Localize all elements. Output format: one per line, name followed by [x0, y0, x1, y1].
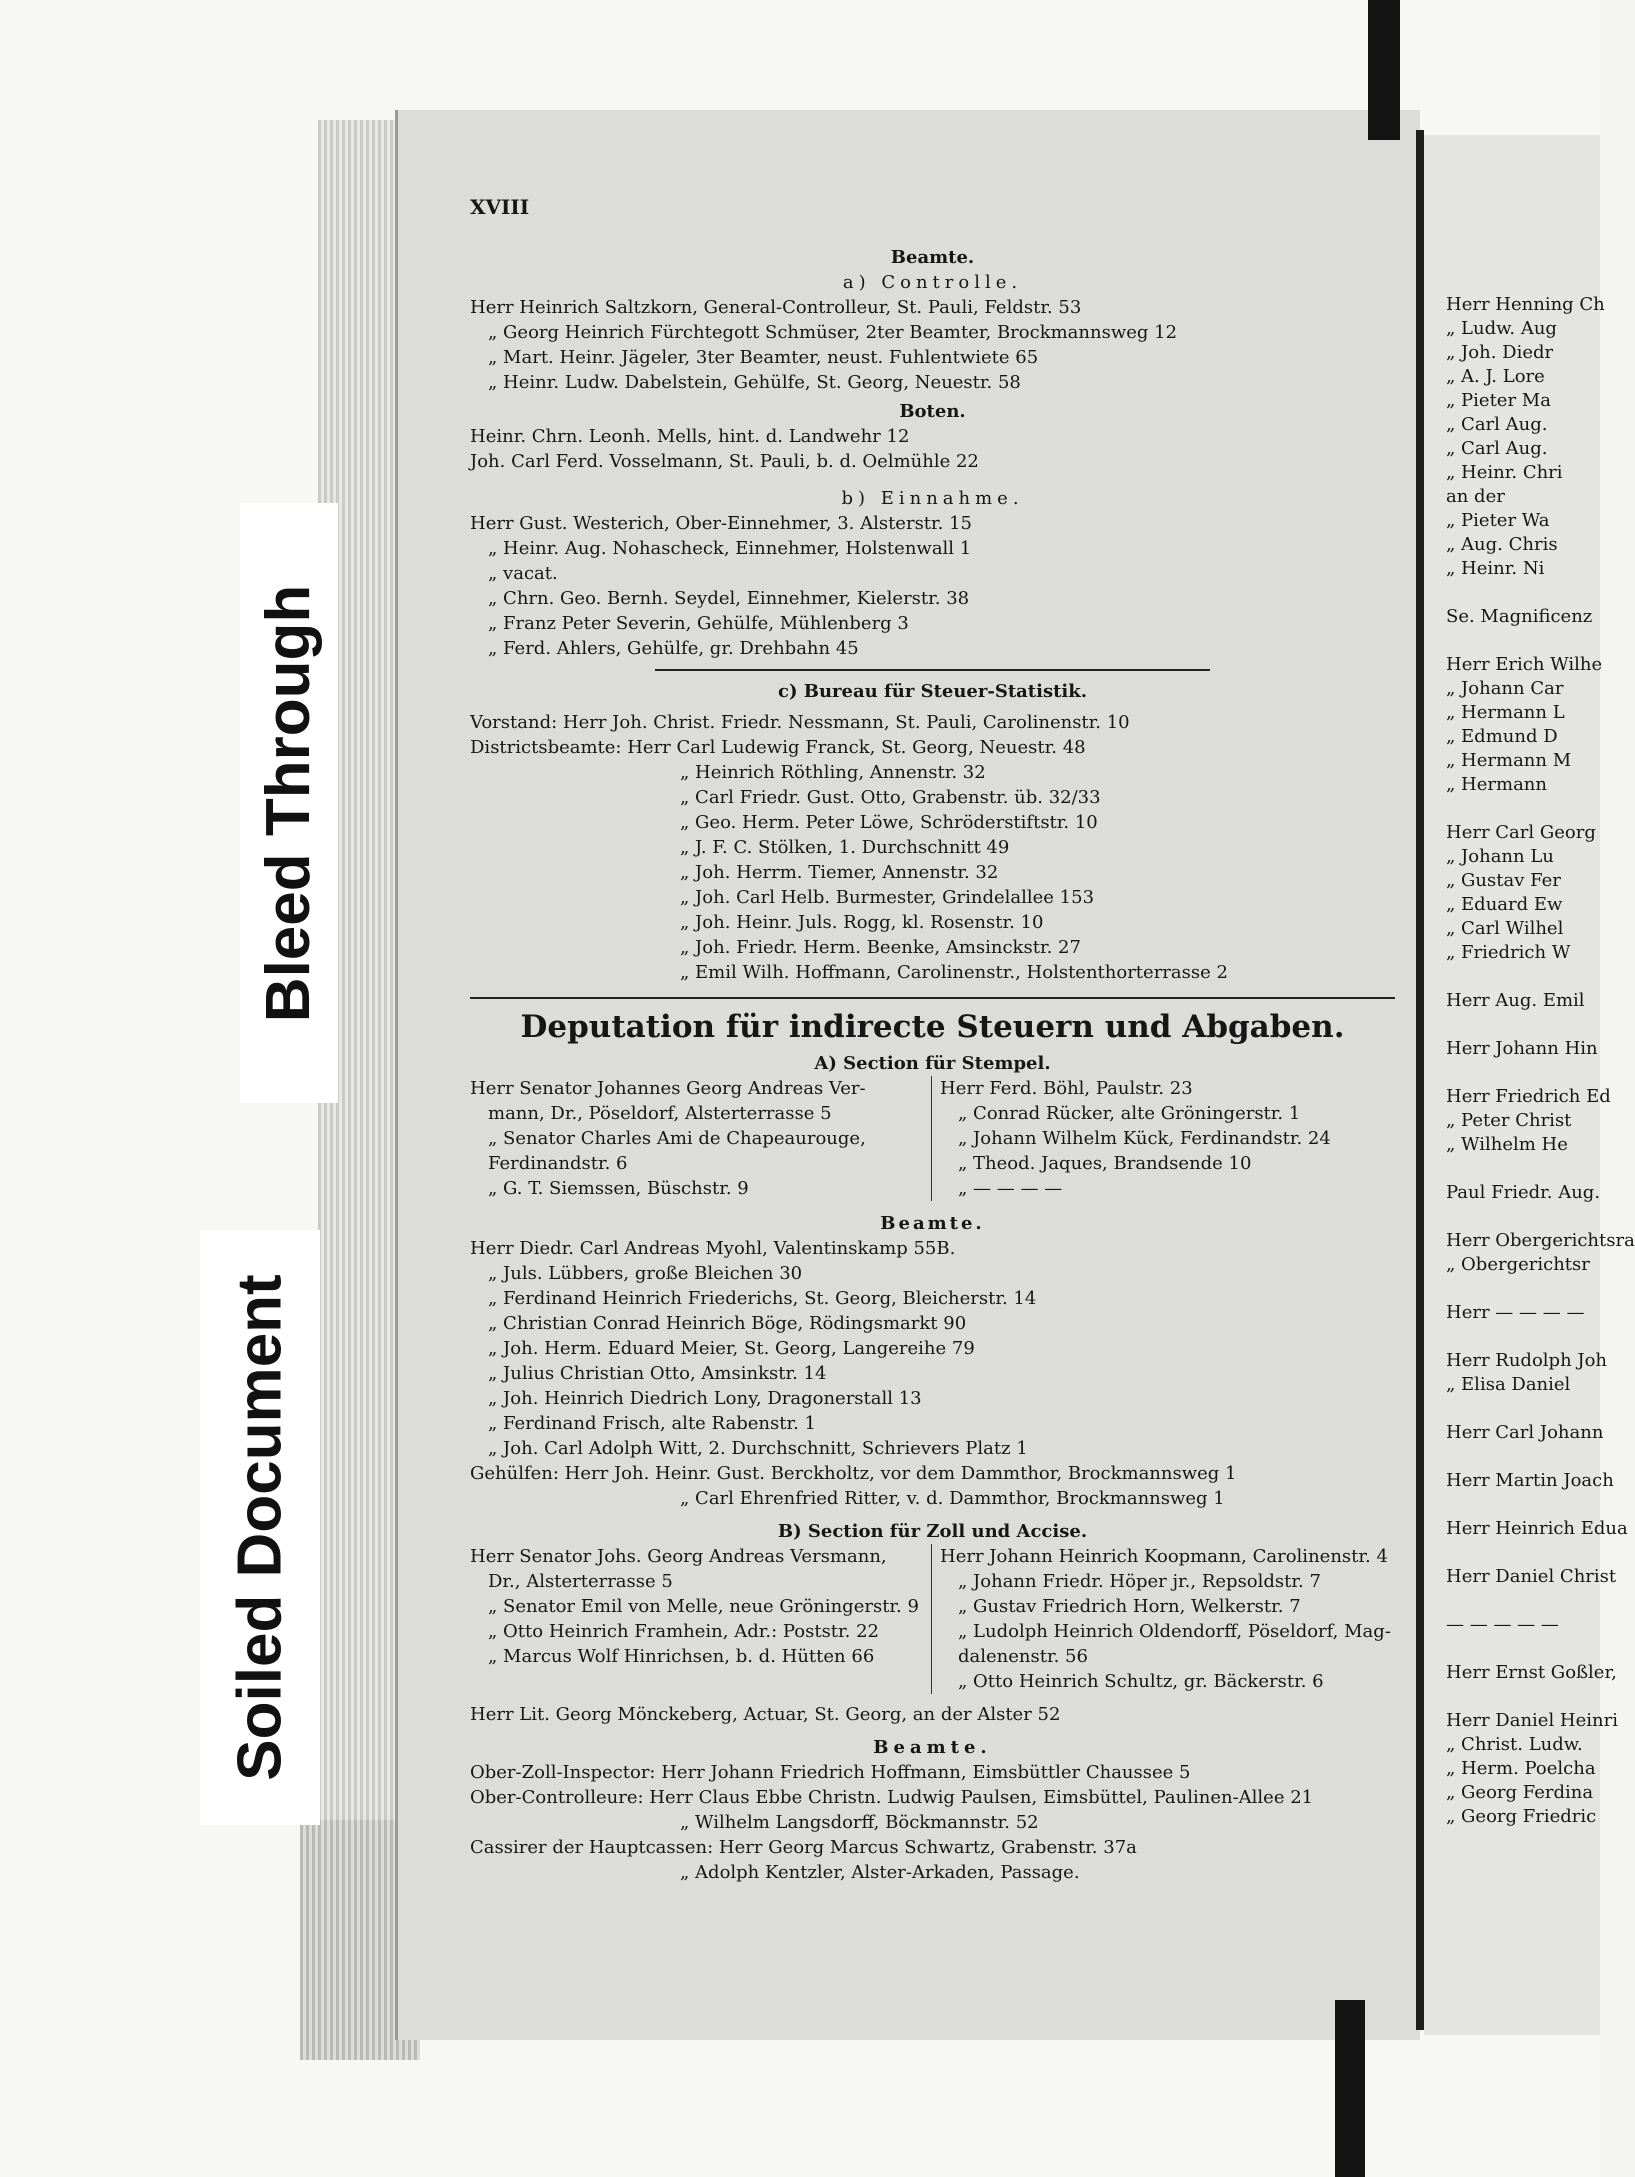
facing-page-line: „ Herm. Poelcha — [1446, 1758, 1596, 1779]
facing-page-line: Herr Carl Georg — [1446, 822, 1596, 843]
facing-page-line: „ Hermann L — [1446, 702, 1565, 723]
facing-page-line: „ Elisa Daniel — [1446, 1374, 1571, 1395]
facing-page-line: Herr Obergerichtsra — [1446, 1230, 1635, 1251]
list-item: „ Christian Conrad Heinrich Böge, Rödingsmarkt 90 — [488, 1313, 967, 1334]
list-item: „ Heinrich Röthling, Annenstr. 32 — [680, 762, 986, 783]
list-item: „ J. F. C. Stölken, 1. Durchschnitt 49 — [680, 837, 1010, 858]
list-item: „ Senator Charles Ami de Chapeaurouge, — [488, 1128, 866, 1149]
stempel-right-column — [932, 1076, 1395, 1201]
facing-page-line: „ Carl Aug. — [1446, 414, 1548, 435]
facing-page-line: „ Heinr. Chri — [1446, 462, 1563, 483]
zoll-members — [470, 1544, 1395, 1694]
facing-page-line — [1424, 1013, 1600, 1037]
facing-page-line: „ Pieter Wa — [1446, 510, 1550, 531]
facing-page-line — [1424, 1589, 1600, 1613]
facing-page-line: Herr Johann Hin — [1446, 1038, 1598, 1059]
list-item: Vorstand: Herr Joh. Christ. Friedr. Nessmann, St. Pauli, Carolinenstr. 10 — [470, 712, 1130, 733]
subsection-heading: B) Section für Zoll und Accise. — [777, 1521, 1088, 1542]
facing-page-line: Herr Rudolph Joh — [1446, 1350, 1608, 1371]
subsection-heading: a) Controlle. — [842, 272, 1023, 293]
facing-page-line — [1424, 1061, 1600, 1085]
list-item: „ Chrn. Geo. Bernh. Seydel, Einnehmer, Kielerstr. 38 — [488, 588, 970, 609]
list-item: „ Otto Heinrich Framhein, Adr.: Poststr. 22 — [488, 1621, 880, 1642]
controlle-list — [470, 295, 1395, 395]
deputation-title: Deputation für indirecte Steuern und Abgaben. — [520, 1009, 1345, 1045]
facing-page-line: „ Wilhelm He — [1446, 1134, 1568, 1155]
facing-page-line: „ Georg Ferdina — [1446, 1782, 1594, 1803]
list-item: „ Wilhelm Langsdorff, Böckmannstr. 52 — [680, 1812, 1039, 1833]
facing-page-line — [1424, 581, 1600, 605]
list-item: „ Heinr. Ludw. Dabelstein, Gehülfe, St. Georg, Neuestr. 58 — [488, 372, 1021, 393]
list-item: „ Conrad Rücker, alte Gröningerstr. 1 — [958, 1103, 1301, 1124]
list-item: „ Franz Peter Severin, Gehülfe, Mühlenberg 3 — [488, 613, 909, 634]
list-item: „ Georg Heinrich Fürchtegott Schmüser, 2ter Beamter, Brockmannsweg 12 — [488, 322, 1178, 343]
facing-page-line: „ Carl Wilhel — [1446, 918, 1564, 939]
facing-page-line: „ Johann Car — [1446, 678, 1564, 699]
stempel-beamte-list — [470, 1236, 1395, 1461]
facing-page-line: „ Joh. Diedr — [1446, 342, 1554, 363]
divider — [470, 997, 1395, 999]
section-heading: Beamte. — [873, 1737, 992, 1758]
list-item: Ober-Controlleure: Herr Claus Ebbe Christn. Ludwig Paulsen, Eimsbüttel, Paulinen-Allee 21 — [470, 1787, 1314, 1808]
list-item: Herr Lit. Georg Mönckeberg, Actuar, St. Georg, an der Alster 52 — [470, 1704, 1061, 1725]
facing-page-line: „ A. J. Lore — [1446, 366, 1545, 387]
list-item: „ Johann Wilhelm Kück, Ferdinandstr. 24 — [958, 1128, 1331, 1149]
list-item: Herr Diedr. Carl Andreas Myohl, Valentinskamp 55B. — [470, 1238, 956, 1259]
list-item: „ Carl Ehrenfried Ritter, v. d. Dammthor, Brockmannsweg 1 — [680, 1488, 1225, 1509]
list-item: „ Otto Heinrich Schultz, gr. Bäckerstr. 6 — [958, 1671, 1324, 1692]
facing-page-line: „ Hermann — [1446, 774, 1547, 795]
list-item: dalenenstr. 56 — [958, 1646, 1088, 1667]
facing-page-line: „ Edmund D — [1446, 726, 1558, 747]
list-item: „ Joh. Friedr. Herm. Beenke, Amsinckstr. 27 — [680, 937, 1081, 958]
facing-page-line: Herr Ernst Goßler, — [1446, 1662, 1617, 1683]
list-item: „ Adolph Kentzler, Alster-Arkaden, Passage. — [680, 1862, 1080, 1883]
list-item: Herr Senator Johs. Georg Andreas Versmann, — [470, 1546, 887, 1567]
facing-page-line: „ Christ. Ludw. — [1446, 1734, 1583, 1755]
list-item: Herr Heinrich Saltzkorn, General-Controlleur, St. Pauli, Feldstr. 53 — [470, 297, 1082, 318]
list-item: Herr Senator Johannes Georg Andreas Ver- — [470, 1078, 866, 1099]
list-item: Dr., Alsterterrasse 5 — [488, 1571, 673, 1592]
facing-page-line — [1424, 629, 1600, 653]
list-item: mann, Dr., Pöseldorf, Alsterterrasse 5 — [488, 1103, 832, 1124]
list-item: „ Geo. Herm. Peter Löwe, Schröderstiftstr. 10 — [680, 812, 1098, 833]
facing-page-line — [1424, 797, 1600, 821]
list-item: „ Gustav Friedrich Horn, Welkerstr. 7 — [958, 1596, 1301, 1617]
facing-page-line: Se. Magnificenz — [1446, 606, 1593, 627]
section-heading: Beamte. — [890, 247, 975, 268]
facing-page-line: „ Carl Aug. — [1446, 438, 1548, 459]
facing-page-line: „ Hermann M — [1446, 750, 1572, 771]
facing-page-line: Paul Friedr. Aug. — [1446, 1182, 1601, 1203]
subsection-heading: c) Bureau für Steuer-Statistik. — [778, 681, 1087, 702]
facing-page-line — [1424, 1541, 1600, 1565]
list-item: Cassirer der Hauptcassen: Herr Georg Marcus Schwartz, Grabenstr. 37a — [470, 1837, 1137, 1858]
list-item: Heinr. Chrn. Leonh. Mells, hint. d. Landwehr 12 — [470, 426, 910, 447]
list-item: Districtsbeamte: Herr Carl Ludewig Franck, St. Georg, Neuestr. 48 — [470, 737, 1086, 758]
list-item: Herr Gust. Westerich, Ober-Einnehmer, 3. Alsterstr. 15 — [470, 513, 973, 534]
list-item: „ Heinr. Aug. Nohascheck, Einnehmer, Holstenwall 1 — [488, 538, 972, 559]
book-spine — [1416, 130, 1424, 2030]
list-item: „ vacat. — [488, 563, 558, 584]
list-item: „ Emil Wilh. Hoffmann, Carolinenstr., Holstenthorterrasse 2 — [680, 962, 1228, 983]
bleed-through-label — [240, 503, 338, 1103]
list-item: Ferdinandstr. 6 — [488, 1153, 628, 1174]
list-item: „ Johann Friedr. Höper jr., Repsoldstr. 7 — [958, 1571, 1321, 1592]
page-number: XVIII — [470, 195, 530, 219]
subsection-heading: A) Section für Stempel. — [814, 1053, 1051, 1074]
facing-page-line: an der — [1446, 486, 1505, 507]
list-item: „ Ferd. Ahlers, Gehülfe, gr. Drehbahn 45 — [488, 638, 859, 659]
facing-page-line: Herr Friedrich Ed — [1446, 1086, 1611, 1107]
facing-page-line: „ Friedrich W — [1446, 942, 1571, 963]
list-item: „ Carl Friedr. Gust. Otto, Grabenstr. üb. 32/33 — [680, 787, 1101, 808]
list-item: Ober-Zoll-Inspector: Herr Johann Friedrich Hoffmann, Eimsbüttler Chaussee 5 — [470, 1762, 1191, 1783]
list-item: „ Juls. Lübbers, große Bleichen 30 — [488, 1263, 803, 1284]
section-heading: Beamte. — [880, 1213, 985, 1234]
facing-page-line: „ Johann Lu — [1446, 846, 1554, 867]
facing-page-line: „ Aug. Chris — [1446, 534, 1558, 555]
facing-page-line: „ Peter Christ — [1446, 1110, 1572, 1131]
boten-list — [470, 424, 1395, 474]
gehuelfen-list — [470, 1461, 1395, 1511]
list-item: „ Mart. Heinr. Jägeler, 3ter Beamter, neust. Fuhlentwiete 65 — [488, 347, 1039, 368]
list-item: „ Joh. Carl Helb. Burmester, Grindelallee 153 — [680, 887, 1095, 908]
bureau-list — [470, 760, 1395, 985]
list-item: Joh. Carl Ferd. Vosselmann, St. Pauli, b. d. Oelmühle 22 — [470, 451, 979, 472]
facing-page-line — [1424, 965, 1600, 989]
page-content — [470, 195, 1395, 1885]
facing-page — [1424, 135, 1635, 2035]
zoll-right-column — [932, 1544, 1395, 1694]
facing-page-line: „ Pieter Ma — [1446, 390, 1551, 411]
divider — [655, 669, 1210, 671]
list-item: „ G. T. Siemssen, Büschstr. 9 — [488, 1178, 749, 1199]
list-item: Herr Johann Heinrich Koopmann, Carolinenstr. 4 — [940, 1546, 1388, 1567]
facing-page-line: Herr Daniel Heinri — [1446, 1710, 1618, 1731]
list-item: „ — — — — — [958, 1178, 1063, 1199]
list-item: „ Joh. Herrm. Tiemer, Annenstr. 32 — [680, 862, 999, 883]
facing-page-line — [1424, 1397, 1600, 1421]
list-item: „ Ludolph Heinrich Oldendorff, Pöseldorf, Mag- — [958, 1621, 1391, 1642]
facing-page-line — [1424, 1637, 1600, 1661]
einnahme-list — [470, 511, 1395, 661]
facing-page-line: Herr Erich Wilhe — [1446, 654, 1603, 675]
list-item: „ Joh. Heinr. Juls. Rogg, kl. Rosenstr. 10 — [680, 912, 1044, 933]
list-item: „ Joh. Carl Adolph Witt, 2. Durchschnitt, Schrievers Platz 1 — [488, 1438, 1028, 1459]
subsection-heading: b) Einnahme. — [841, 488, 1024, 509]
facing-page-line: „ Obergerichtsr — [1446, 1254, 1590, 1275]
section-heading: Boten. — [899, 401, 966, 422]
list-item: Herr Ferd. Böhl, Paulstr. 23 — [940, 1078, 1193, 1099]
facing-page-line: Herr Daniel Christ — [1446, 1566, 1617, 1587]
list-item: „ Ferdinand Frisch, alte Rabenstr. 1 — [488, 1413, 817, 1434]
zoll-beamte-list — [470, 1760, 1395, 1885]
facing-page-line — [1424, 1685, 1600, 1709]
facing-page-line — [1424, 1325, 1600, 1349]
soiled-document-label — [200, 1230, 320, 1825]
facing-page-line: „ Eduard Ew — [1446, 894, 1563, 915]
list-item: „ Ferdinand Heinrich Friederichs, St. Georg, Bleicherstr. 14 — [488, 1288, 1037, 1309]
binding-clip-top — [1368, 0, 1400, 140]
list-item: „ Julius Christian Otto, Amsinkstr. 14 — [488, 1363, 827, 1384]
soiled-document-text: Soiled Document — [225, 1274, 295, 1781]
facing-page-line — [1424, 1157, 1600, 1181]
list-item: „ Joh. Herm. Eduard Meier, St. Georg, Langereihe 79 — [488, 1338, 975, 1359]
facing-page-line: „ Ludw. Aug — [1446, 318, 1557, 339]
list-item: „ Theod. Jaques, Brandsende 10 — [958, 1153, 1252, 1174]
stempel-members — [470, 1076, 1395, 1201]
facing-page-line: Herr Henning Ch — [1446, 294, 1605, 315]
list-item: „ Joh. Heinrich Diedrich Lony, Dragonerstall 13 — [488, 1388, 922, 1409]
bleed-through-text: Bleed Through — [254, 584, 324, 1022]
facing-page-line — [1424, 1205, 1600, 1229]
facing-page-line: — — — — — — [1446, 1614, 1559, 1635]
facing-page-line: „ Heinr. Ni — [1446, 558, 1545, 579]
facing-page-line: Herr Carl Johann — [1446, 1422, 1604, 1443]
binding-clip-bottom — [1335, 2000, 1365, 2177]
facing-page-line: „ Georg Friedric — [1446, 1806, 1597, 1827]
list-item: Gehülfen: Herr Joh. Heinr. Gust. Berckholtz, vor dem Dammthor, Brockmannsweg 1 — [470, 1463, 1237, 1484]
facing-page-line: Herr Martin Joach — [1446, 1470, 1614, 1491]
facing-page-line — [1424, 1445, 1600, 1469]
facing-page-line — [1424, 1493, 1600, 1517]
facing-page-line: Herr Aug. Emil — [1446, 990, 1585, 1011]
facing-page-text — [1424, 135, 1635, 1829]
zoll-left-column — [470, 1544, 932, 1694]
stempel-left-column — [470, 1076, 932, 1201]
facing-page-line: Herr — — — — — [1446, 1302, 1585, 1323]
list-item: „ Marcus Wolf Hinrichsen, b. d. Hütten 66 — [488, 1646, 875, 1667]
facing-page-line — [1424, 1277, 1600, 1301]
facing-page-line: „ Gustav Fer — [1446, 870, 1561, 891]
list-item: „ Senator Emil von Melle, neue Gröningerstr. 9 — [488, 1596, 919, 1617]
facing-page-line: Herr Heinrich Edua — [1446, 1518, 1628, 1539]
